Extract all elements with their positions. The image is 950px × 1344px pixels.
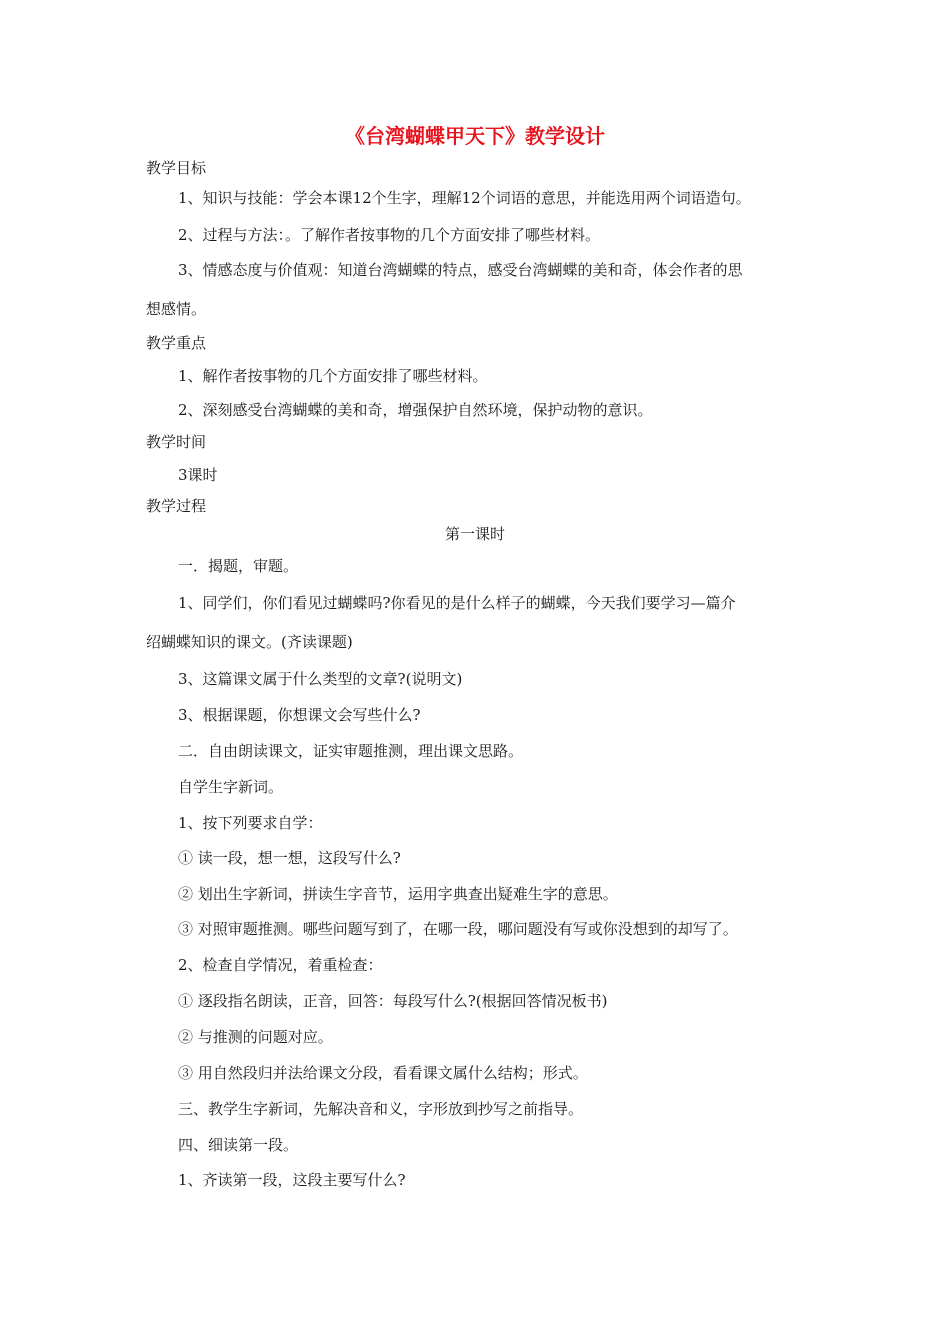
- process-line: ② 划出生字新词，拼读生字音节，运用字典查出疑难生字的意思。: [178, 885, 618, 903]
- process-line: 3、根据课题，你想课文会写些什么?: [178, 706, 421, 724]
- process-line: ③ 对照审题推测。哪些问题写到了，在哪一段，哪问题没有写或你没想到的却写了。: [178, 920, 738, 938]
- process-line: 2、检查自学情况，着重检查：: [178, 956, 383, 974]
- process-line: 1、同学们，你们看见过蝴蝶吗?你看见的是什么样子的蝴蝶，今天我们要学习—篇介: [178, 594, 736, 612]
- process-line: 3、这篇课文属于什么类型的文章?(说明文): [178, 670, 463, 688]
- process-line: 二．自由朗读课文，证实审题推测，理出课文思路。: [178, 742, 524, 760]
- process-line: 自学生字新词。: [178, 778, 284, 796]
- document-title: 《台湾蝴蝶甲天下》教学设计: [345, 124, 605, 148]
- process-line: 一．揭题，审题。: [178, 557, 299, 575]
- process-line: 1、按下列要求自学：: [178, 814, 323, 832]
- process-line: ① 逐段指名朗读，正音，回答：每段写什么?(根据回答情况板书): [178, 992, 608, 1010]
- process-line: ② 与推测的问题对应。: [178, 1028, 333, 1046]
- process-line-continuation: 绍蝴蝶知识的课文。(齐读课题): [146, 633, 353, 651]
- goals-item: 1、知识与技能：学会本课12个生字，理解12个词语的意思，并能选用两个词语造句。: [178, 189, 751, 207]
- lesson-heading: 第一课时: [444, 525, 505, 543]
- goals-item-continuation: 想感情。: [146, 300, 207, 318]
- time-heading: 教学时间: [146, 433, 207, 451]
- focus-item: 1、解作者按事物的几个方面安排了哪些材料。: [178, 367, 488, 385]
- goals-item: 2、过程与方法：。了解作者按事物的几个方面安排了哪些材料。: [178, 226, 601, 244]
- time-value: 3课时: [178, 466, 218, 484]
- process-heading: 教学过程: [146, 497, 207, 515]
- process-line: 三、教学生字新词，先解决音和义，字形放到抄写之前指导。: [178, 1100, 584, 1118]
- process-line: ③ 用自然段归并法给课文分段，看看课文属什么结构；形式。: [178, 1064, 588, 1082]
- goals-heading: 教学目标: [146, 159, 207, 177]
- process-line: 1、齐读第一段，这段主要写什么?: [178, 1171, 406, 1189]
- focus-item: 2、深刻感受台湾蝴蝶的美和奇，增强保护自然环境，保护动物的意识。: [178, 401, 653, 419]
- goals-item: 3、情感态度与价值观：知道台湾蝴蝶的特点，感受台湾蝴蝶的美和奇，体会作者的思: [178, 261, 743, 279]
- process-line: ① 读一段，想一想，这段写什么?: [178, 849, 401, 867]
- focus-heading: 教学重点: [146, 334, 207, 352]
- process-line: 四、细读第一段。: [178, 1136, 299, 1154]
